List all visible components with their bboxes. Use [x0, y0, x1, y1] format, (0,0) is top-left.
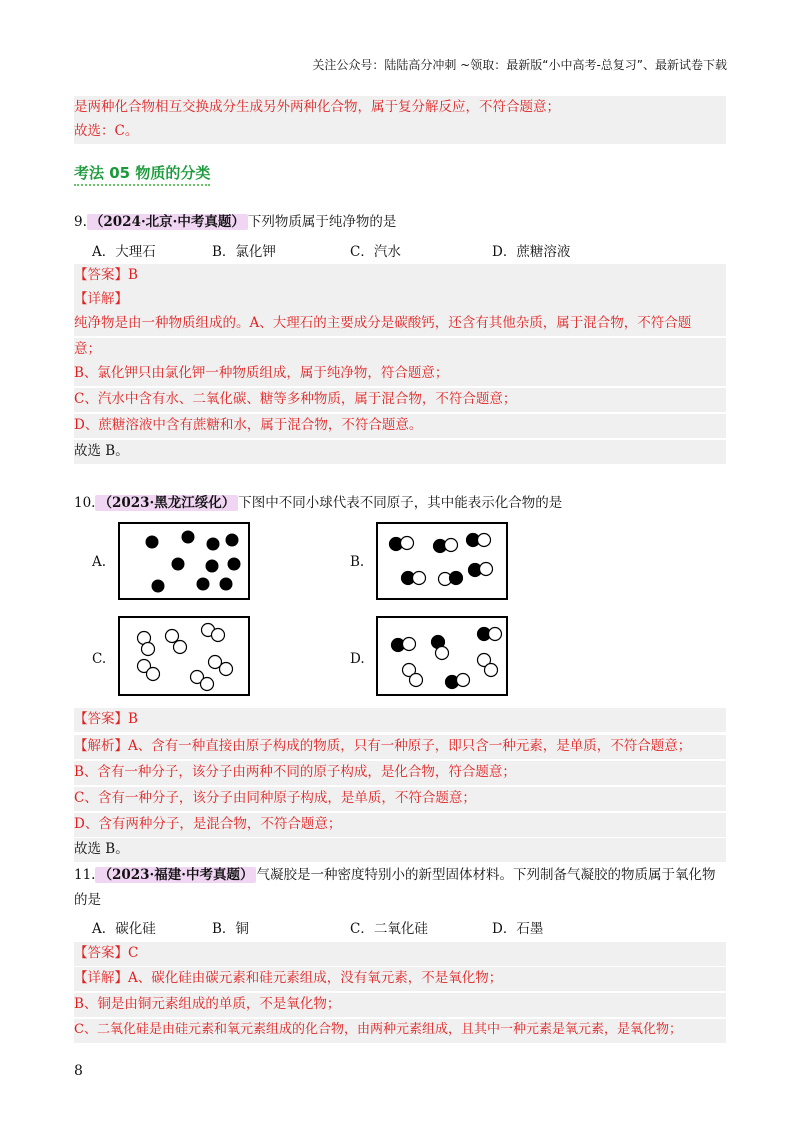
q9-explain-line-6: 故选 B。 — [74, 440, 726, 464]
black-atom — [197, 578, 210, 591]
white-atom — [410, 674, 423, 687]
q11-option-b: B．铜 — [212, 921, 249, 937]
explain-tag: 【详解】 — [74, 970, 128, 986]
black-atom — [182, 531, 195, 544]
q10-explain-line-2: B、含有一种分子，该分子由两种不同的原子构成，是化合物，符合题意； — [74, 761, 726, 785]
answer-value: B — [128, 711, 138, 727]
white-atom — [478, 534, 491, 547]
q11-explain-first — [74, 967, 726, 991]
black-atom — [226, 534, 239, 547]
question-11-stem-cont: 的是 — [74, 892, 101, 908]
diagram-a-svg — [120, 524, 248, 598]
white-atom — [142, 643, 155, 656]
carryover-line-2: 故选：C。 — [74, 120, 726, 144]
black-atom — [220, 578, 233, 591]
answer-value: B — [128, 267, 138, 283]
white-atom — [147, 668, 160, 681]
white-atom — [201, 678, 214, 691]
q11-option-d: D．石墨 — [492, 921, 544, 937]
q9-explain-line-2: 意； — [74, 338, 726, 362]
q10-label-a: A. — [92, 554, 107, 570]
q10-explain-line-5: 故选 B。 — [74, 838, 726, 862]
black-atom — [228, 558, 241, 571]
q11-explain-line-3: C、二氧化硅是由硅元素和氧元素组成的化合物，由两种元素组成，且其中一种元素是氧元素，是氧化物； — [74, 1019, 726, 1043]
diagram-c-svg — [120, 618, 248, 694]
answer-tag: 【答案】 — [74, 945, 128, 961]
black-atom — [146, 536, 159, 549]
white-atom — [212, 629, 225, 642]
white-atom — [436, 647, 449, 660]
q9-explain-line-3: B、氯化钾只由氯化钾一种物质组成，属于纯净物，符合题意； — [74, 362, 726, 386]
particle-diagram-c — [118, 616, 250, 696]
question-number: 11. — [74, 867, 96, 883]
particle-diagram-d — [376, 616, 508, 696]
question-source: （2024·北京·中考真题） — [87, 214, 248, 230]
q9-explain-line-5: D、蔗糖溶液中含有蔗糖和水，属于混合物，不符合题意。 — [74, 414, 726, 438]
q11-option-c: C．二氧化硅 — [350, 921, 428, 937]
explain-tag: 【解析】 — [74, 738, 128, 754]
black-atom — [152, 580, 165, 593]
q9-explain-tag: 【详解】 — [74, 288, 726, 312]
q9-option-c: C．汽水 — [350, 244, 401, 260]
q10-answer — [74, 708, 726, 732]
black-atom — [207, 538, 220, 551]
section-title: 考法 05 物质的分类 — [74, 162, 210, 186]
page-number: 8 — [74, 1063, 83, 1079]
q9-option-d: D．蔗糖溶液 — [492, 244, 571, 260]
q10-label-b: B. — [350, 554, 365, 570]
question-source: （2023·福建·中考真题） — [95, 867, 256, 883]
white-atom — [401, 537, 414, 550]
white-atom — [220, 663, 233, 676]
question-text: 气凝胶是一种密度特别小的新型固体材料。下列制备气凝胶的物质属于氧化物 — [256, 867, 716, 883]
black-atom — [450, 572, 463, 585]
question-text: 下图中不同小球代表不同原子，其中能表示化合物的是 — [238, 495, 563, 511]
white-atom — [489, 628, 502, 641]
explain-text: A、碳化硅由碳元素和硅元素组成，没有氧元素，不是氧化物； — [128, 970, 503, 986]
answer-tag: 【答案】 — [74, 267, 128, 283]
question-9-stem — [74, 213, 396, 231]
white-atom — [457, 674, 470, 687]
q9-option-b: B．氯化钾 — [212, 244, 276, 260]
q11-answer — [74, 942, 726, 966]
question-11-stem — [74, 866, 715, 884]
diagram-b-svg — [378, 524, 506, 598]
question-text: 下列物质属于纯净物的是 — [247, 214, 397, 230]
q10-label-c: C. — [92, 651, 107, 667]
q9-option-a: A．大理石 — [92, 244, 156, 260]
particle-diagram-a — [118, 522, 250, 600]
particle-diagram-b — [376, 522, 508, 600]
q9-explain-line-4: C、汽水中含有水、二氧化碳、糖等多种物质，属于混合物，不符合题意； — [74, 388, 726, 412]
white-atom — [480, 563, 493, 576]
q10-explain-first — [74, 735, 726, 759]
black-atom — [206, 560, 219, 573]
answer-value: C — [128, 945, 139, 961]
carryover-line-1: 是两种化合物相互交换成分生成另外两种化合物，属于复分解反应，不符合题意； — [74, 96, 726, 120]
white-atom — [485, 664, 498, 677]
question-10-stem — [74, 494, 562, 512]
black-atom — [172, 558, 185, 571]
q9-explain-line-1: 纯净物是由一种物质组成的。A、大理石的主要成分是碳酸钙，还含有其他杂质，属于混合物，不符合题 — [74, 312, 726, 336]
q11-explain-line-2: B、铜是由铜元素组成的单质，不是氧化物； — [74, 993, 726, 1017]
page-header: 关注公众号：陆陆高分冲刺 ~领取：最新版“小中高考-总复习”、最新试卷下载 — [312, 58, 727, 72]
q10-explain-line-4: D、含有两种分子，是混合物，不符合题意； — [74, 813, 726, 837]
q9-answer — [74, 264, 726, 288]
white-atom — [445, 539, 458, 552]
q10-label-d: D. — [350, 651, 365, 667]
white-atom — [403, 638, 416, 651]
white-atom — [413, 572, 426, 585]
q10-explain-line-3: C、含有一种分子，该分子由同种原子构成，是单质，不符合题意； — [74, 787, 726, 811]
diagram-d-svg — [378, 618, 506, 694]
explain-text: A、含有一种直接由原子构成的物质，只有一种原子，即只含一种元素，是单质，不符合题意； — [128, 738, 692, 754]
white-atom — [166, 630, 179, 643]
question-number: 9. — [74, 214, 87, 230]
question-number: 10. — [74, 495, 96, 511]
q11-option-a: A．碳化硅 — [92, 921, 156, 937]
question-source: （2023·黑龙江绥化） — [95, 495, 238, 511]
answer-tag: 【答案】 — [74, 711, 128, 727]
white-atom — [174, 641, 187, 654]
